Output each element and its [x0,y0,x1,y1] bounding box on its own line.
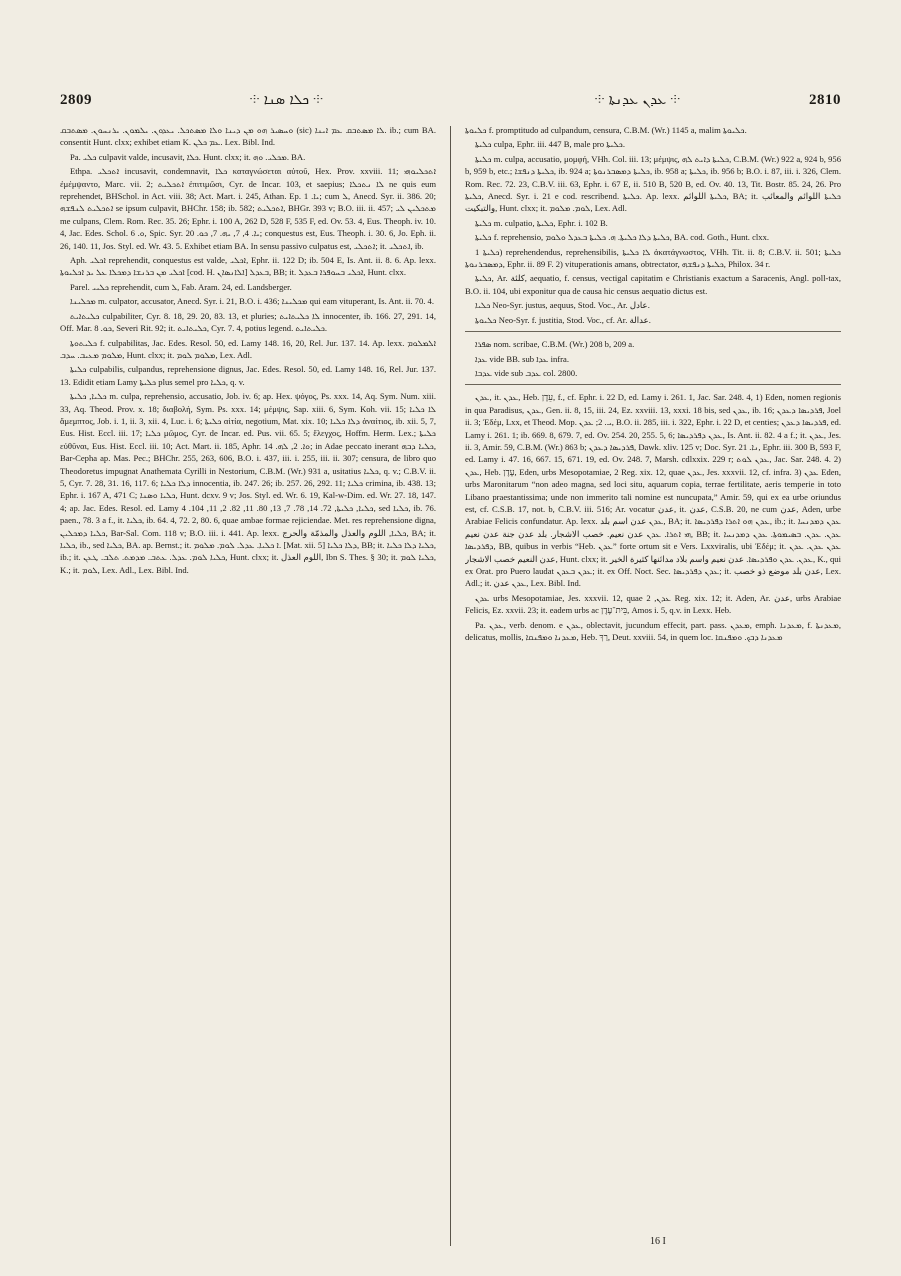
entry-culpabilis: ܟܠܝܬܐ culpabilis, culpandus, reprehensione dignus, Jac. Edes. Resol. 50, ed. Lamy 148. 16, Rel. Jur. 137. 13. Edidit etiam Lamy ܟܠܝܬܐ plus semel pro ܟܠܝܐ, q. v. [60,364,436,387]
entry-parel: Parel. ܟܠܝܝ reprehendit, cum ܠ, Fab. Aram. 24, ed. Landsberger. [70,281,292,292]
running-head-left: ⸭ ܟܠܐ ܣܢܐ ⸭ [250,92,323,108]
column-divider [450,126,451,1246]
entry-justitia: ܟܠܝܘܬܐ Neo-Syr. f. justitia, Stod. Voc., cf. Ar. عدالة. [475,314,651,325]
entry-culpabiliter: ܟܠܝܬܐܝܬ culpabiliter, Cyr. 8. 18, 29. 20, 83. 13, et pluries; ܠܐ ܟܠܝܬܐܝܬ innocenter, ib. 166. 27, 291. 14, Off. Mar. ܟܘ. 8, Severi Rit. 92; it. ܟܠܝܬܐܝܬ, Cyr. 7. 4, potius legend. ܟܠܝܬܐܝܬ. [60,310,436,334]
entry-continuation: ܘܚܣܝܪ ܗܘ ܡܢ ܕܝܢܐ ܘܠܐ ܡܣܬܟܠ. ܝܥܕܘܢ. ܝܠܡܘܢ. ܝܪܢܚܘܢ. ܡܣܬܒܩ (sic) ܠܐ ܡܣܬܒܩ ܥܡ ܐܝܢܐ. ib.; cum BA. consentit Hunt. clxx; exhibet etiam K. ܥܡ ܟܠܢ. Lex. Bibl. Ind. [60,125,436,148]
entry-aequatio: ܟܠܝܬܐ, Ar. كلئة, aequatio, f. census, vectigal capitatim e Christianis exactum a Saracenis, Angl. poll-tax, B.O. ii. 104, ubi exponitur qua de causa hic census aequatio dictus est. [465,273,841,296]
entry-aph: Aph. ܐܟܠܝ reprehendit, conquestus est valde, ܐܟܠܝ, Ephr. ii. 122 D; ib. 504 E, Is. Ant. ii. 8. 6. Ap. lexx. ܐܟܠܝ ܡܢ ܒܪܢܫܐ ܕܡܟܠܐ ܥܠ ܝܕ ܐܟܠܝܘܬܐ [cod. H. ܐܠܐܢܣܐܢ] ܒܥܕܠ, BB; it. ܐܟܠܝ ܒܚܘܦܪܐ ܒܥܕܠ, Hunt. clxx. [60,255,436,278]
page-header [60,92,841,116]
section-rule [465,384,841,385]
entry-culpator: ܡܟܠܝܢܐ m. culpator, accusator, Anecd. Syr. i. 21, B.O. i. 436; ܡܟܠܝܢܐ qui eam vituperant, Is. Ant. ii. 70. 4. [70,296,435,307]
entry-vide-col: ܥܕܒܐ vide sub ܥܕܒ col. 2800. [475,367,578,378]
entry-culpatio: ܟܠܝܬܐ m. culpatio, ܟܠܝܬܐ, Ephr. i. 102 B. [475,217,608,228]
entry-ethpa: Ethpa. ܐܬܟܠܝ incusavit, condemnavit, ܟܠܐ καταγνώσεται αὐτοῦ, Hex. Prov. xxviii. 11; ܐܬܟܠܝܘܗܝ ἐμέμψαντο, Marc. vii. 2; ܐܬܟܠܝܬ ἐπιτιμῶσι, Cyr. de Incar. 103, et saepius; ܠܐ ܢܬܟܠܐ ne quis eum reprehendet, BHSchol. in Act. viii. 38; Act. Mart. i. 245, Athan. Ep. ܝܐ. 1; cum ܠ, Anecd. Syr. ii. 386. 20; ܐܬܟܠܝܬ ܠܢܦܫܗ se ipsum culpavit, BHChr. 158; ib. 582; ܐܬܟܠܝܬ, BHGr. 393 v; B.O. iii. ii. 457; ܡܬܟܠܝܢ ܠܝ me culpans, Clem. Rom. Rec. 35. 26; Ephr. i. 100 A, 262 D, 528 F, 535 F, ed. Ov. 53. 4, Eus. Theoph. iv. 10. 4, Jac. Edes. Schol. ܘ. 6, Spic. Syr. ܝܐ. 4, 7, ܝܗ. 7, ܟܘ. 20; conquestus est, Eus. Theoph. i. 30. 6, Jo. Eph. ii. 26, 140. 11, Jos. Styl. ed. Wr. 43. 5. Exhibet etiam BA. In sensu passivo culpatus est, ܐܬܟܠܝ; it. ܐܬܟܠܝ, ib. [60,166,436,251]
entry-pa-verb-denom: Pa. ܥܕܢ, verb. denom. e ܥܕܢ, oblectavit, jucundum effecit, part. pass. ܡܥܕܢ, emph. ܡܥܕܢܐ, f. ܡܥܕܢܬܐ, delicatus, mollis, ܡܥܕܢܐ ܘܡܦܢܩܐ, Heb. רַךְ, Deut. xxviii. 54, in quem loc. ܡܥܕܢܐ ܕܒܟ. ܘܡܦܢܩܐ [465,619,841,643]
entry-pa: Pa. ܟܠܝ culpavit valde, incusavit, ܟܠܐ. Hunt. clxx; it. ܡܟܠܝ. ܘܗ. BA. [70,151,306,162]
running-head-right: ⸭ ܥܕܢ ܥܕܢܬܐ ⸭ [595,92,680,108]
entry-reprehensio: ܟܠܝܬܐ f. reprehensio, ܟܠܝܬܐ ܕܠܐ ܟܠܝܬܐ. ܗ. ܟܠܝܬܐ ܒܥܕܠ ܘܠܘܡ, BA. cod. Goth., Hunt. clxx. [475,232,770,243]
right-column [465,124,841,1242]
section-rule [465,331,841,332]
left-column [60,124,436,1242]
entry-reprehendendus: ܟܠܝܬܐ 1) reprehendendus, reprehensibilis, ܠܐ ܟܠܝܬܐ ἀκατάγνωστος, VHh. Tit. ii. 8; C.B.V. ii. 501; ܟܠܝܬܐ ܕܡܣܒܪܢܘܬܐ, Ephr. ii. 89 F. 2) vituperationis amans, obtrectator, ܟܠܝܬܐ ܕܢܦܫܗ, Philox. 34 r. [465,246,841,270]
page-number-left: 2809 [60,92,92,108]
entry-eden: ܥܕܢ, it. ܥܕܢ, Heb. עֵדֶן, f., cf. Ephr. i. 22 D, ed. Lamy i. 261. 1, Jac. Sar. 248. 4, 1) Eden, nomen regionis in qua Paradisus, ܥܕܢ, Gen. ii. 8, 15, iii. 24, Ez. xxviii. 13, xxxi. 18 bis, sed ܥܕܢ, ib. 16; ܦܪܕܝܣܐ ܕܥܕܢ, Joel ii. 3; Ἐδέμ, Lxx, et Theod. Mop. ܝ. 2; ܥܕܢ, B.O. ii. 285, iii. i. 322, Ephr. i. 22 D, et centies; ܦܪܕܝܣܐ ܕܥܕܢ, ed. Lamy i. 261. 1; ib. 669. 8, 679. 7, ed. Ov. 254. 20, 255. 5, 6; ܥܕܢ ܕܦܪܕܝܣܐ, Is. Ant. ii. 82. 4 a f.; it. ܥܕܢ, Jes. ii. 3, Amir. 59, C.B.M. (Wr.) 863 b; ܦܪܕܝܣܐ ܕܥܕܢ, Dawk. xliv. 125 v; Doc. Syr. ܢܐ. 21, Ephr. iii. 300 B, 593 F, ed. Lamy i. 47. 16, 667. 15, 671. 19, ed. Ov. 248. 7, Marsh. cdlxxix. 229 r; ܥܕܢ ܠܘܬ, Jac. Sar. 248. 4. 2) ܥܕܢ, Heb. עֶדֶן, Eden, urbs Mesopotamiae, 2 Reg. xix. 12, quae ܥܕܢ, Jes. xxxvii. 12, cf. infra. 3) ܥܕܢ Eden, urbs Maronitarum “non adeo magna, sed loci situ, aquarum copia, terrae fertilitate, aeris temperie in toto Libano praestantissima; unde non immerito tali nomine est nuncupata,” Amir. 59, qui ex ea urbe oriundus est, cf. C.S.B. 17, not. b, C.B.V. iii. 516; Ar. vocatur عدن, it. عدن, C.S.B. 20, ne cum عدن, Aden, urbe Arabiae Felicis confundatur. Ap. lexx. ܥܕܢ عدن اسم بلد, BA; it. ܥܕܢ ܗܘ ܐܬܪܐ ܕܦܪܕܝܣܐ, ib.; it. ܥܕܢ ܕܡܕܢܚܐ ܗܝ ܐܬܪܐ. ܥܕܢ عدن نعيم. خصب الاشجار. بلد عدن جنة عدن نعيم, BB; it. ܥܕܢ. ܥܕܢ. ܒܣܝܡܘܬܐ. ܥܕܢ ܕܡܕܢܚܐ ܕܦܪܕܝܣܐ, BB, quibus in verbis “Heb. ܥܕܢ” forte ortum sit e Vers. Lxxviralis, ubi Ἐδέμ; it. ܥܕܢ ܥܕܢ. ܥܕܢ عدن النعيم خصب الاشجار, Hunt. clxx; it. ܥܕܢ. ܥܕܢ ܘܦܪܕܝܣܐ. عدن نعيم واسم بلاد مدائنها كثيرة الخير, K., qui ex Orat. pro Puero laudat ܥܕܢ ܒܥܕܢ; it. ex Off. Noct. Sec. ܥܕܢ ܕܦܪܕܝܣܐ; it. عدن بلد موضع ذو خصب, Lex. Adl.; it. ܥܕܢ عدن, Lex. Bibl. Ind. [465,392,841,589]
entry-culpabilitas: ܟܠܝܬܘܬܐ f. culpabilitas, Jac. Edes. Resol. 50, ed. Lamy 148. 16, 20, Rel. Jur. 137. 14. Ap. lexx. ܐܠܡܠܘܡ ܡܠܘܡ ܡܥܝܒ. ܚܕܒ, Hunt. clxx; it. ܡܠܘܡ ܠܘܡ, Lex. Adl. [60,337,436,360]
entry-culpa: ܟܠܝܐ, ܟܠܝܬܐ m. culpa, reprehensio, accusatio, Job. iv. 6; ap. Hex. ψόγος, Ps. xxx. 14, Aq. Sym. Num. xiii. 33, Aq. Theod. Prov. x. 18; διαβολή, Sym. Ps. xxx. 14; μέμψις, Sap. xiii. 6, Sym. Koh. vii. 15; ܠܐ ܟܠܝܐ ἄμεμπτος, Job. i. 1, ii. 3, xii. 4, Luc. i. 6; ܟܠܝܬܐ αἰτία, negotium, Mat. xix. 10; ܕܠܐ ܟܠܝܐ ἀναίτιος, ib. xii. 5, 7, Eus. Hist. Eccl. iii. 17; ܟܠܝܐ μῶμος, Cyr. de Incar. ed. Pus. vii. 65. 5; ἔλεγχος, Hoffm. Herm. Lex.; ܟܠܝܬܐ εὐθῦναι, Eus. Hist. Eccl. iii. 10; Act. Mart. ii. 185, Aphr. ܘܐ. 2, ܠܗ. 14; in Adae peccato inerant ܟܠܝܐ ܕܒܗ, Bar-Cepha ap. Mas. Pec.; BHChr. 255, 263, 606, B.O. i. 437, iii. i. 255, iii. ii. 307; censura, de libro quo Theodoretus impugnat Anathemata Cyrilli in Nestorium, C.B.M. (Wr.) 931 a, usitatius ܟܠܝܐ, q. v.; C.B.V. ii. 5, Cyr. 7. 28, 31. 16, 117. 6; ܕܠܐ ܟܠܝܐ innocentia, ib. 247. 26; ib. 257. 26, 292. 11; ܟܠܝܐ crimina, ib. 438. 13; Ephr. i. 167 A, 471 C; ܟܠܝܐ ܘܣܢܐ, Hunt. dcxv. 9 v; Jos. Styl. ed. Wr. 6. 19, Kal-w-Dim. ed. Wr. 27. 18, 147. 4; ap. Jac. Edes. Resol. ed. Lamy ܟܠܝܐ, ܟܠܝܬܐ, 72. 14, 78. 7, 13, 80. 11, 82. 2, 11, 104. 4, sed ܟܠܝܐ, ib. 76. paen., 78. 3 a f., it. ܟܠܝܐ, ib. 64. 4, 72. 2, 80. 6, quae ambae formae rejiciendae. Met. res reprehensione digna, ܟܠܝܐ ܕܡܟܠܝܢ, Bar-Sal. Com. 118 v; B.O. iii. i. 441. Ap. lexx. ܟܠܝܐ, اللوم والعذل والمذمّة والحرج, BA; it. ܟܠܝܐ, ib., sed ܟܠܝܐ, BA. ap. Bernst.; it. ܐ ܟܠܝܐ. ܥܕܠ. ܠܘܡ. ܡܠܘܡ. [Mat. xii. 5] ܕܠܐ ܟܠܝܐ, BB; it. ܟܠܝܐ ܕܠܐ ܟܠܝܐ, ib.; it. ܟܠܝܐ ܠܘܡ. ܥܕܠ. ܥܬܒ. ܡܕܡܬ. ܬܠܒ. ܛܥܢ, Hunt. clxx; it. اللوم العذل, Ibn S. Thes. § 30; it. ܟܠܝܐ ܠܘܡ, K.; it. ܠܘܡ, Lex. Adl., Lex. Bibl. Ind. [60,391,436,575]
entry-promptitudo: ܟܠܝܘܬܐ f. promptitudo ad culpandum, censura, C.B.M. (Wr.) 1145 a, malim ܟܠܝܘܬܐ. [465,125,747,135]
entry-culpa-ephr: ܟܠܝܬܐ culpa, Ephr. iii. 447 B, male pro ܟܠܝܬܐ. [475,139,626,150]
entry-nom-scribae: ܣܦܪܐ nom. scribae, C.B.M. (Wr.) 208 b, 209 a. [475,339,635,350]
page-number-right: 2810 [809,92,841,108]
entry-vide-bb: ܥܕܐ vide BB. sub ܥܕܐ infra. [475,353,569,364]
entry-culpa-accusatio: ܟܠܝܬܐ m. culpa, accusatio, μομφή, VHh. Col. iii. 13; μέμψις, ܟܠܝܬܐ ܕܐܝܬ ܠܗ, C.B.M. (Wr.) 922 a, 924 b, 956 b, 959 b, etc.; ܟܠܝܬܐ ܕܢܦܫܐ, ib. 924 a; ܟܠܝܬܐ ܕܡܣܒܪܢܘܬܐ, ib. 958 a; ܟܠܝܬܐ, ib. 956 b; B.O. i. 87, iii. i. 326, Clem. Rom. Rec. 72. 23, C.B.V. iii. 63, Ephr. i. 67 E, ii. 510 B, 520 B, ed. Ov. 40. 13, Tit. Bostr. 85. 24, 26. Pro ܟܠܝܬܐ, Anecd. Syr. i. 21 e cod. rescribend. ܟܠܝܬܐ. Ap. lexx. ܟܠܝܬܐ اللوائم, BA; it. ܟܠܝܬܐ اللوائم والمعائب والتبكيت, Hunt. clxx; it. ܠܘܡ. ܡܠܘܡ, Lex. Adl. [465,153,841,214]
signature-mark: 16 I [650,1236,666,1247]
entry-justus: ܟܠܝܐ Neo-Syr. justus, aequus, Stod. Voc., Ar. عادل. [475,300,650,311]
entry-urbs-mesopotamiae: ܥܕܢ urbs Mesopotamiae, Jes. xxxvii. 12, quae ܥܕܢ, 2 Reg. xix. 12; it. Aden, Ar. عدن, urbs Arabiae Felicis, Ez. xxvii. 23; it. eadem urbs ac בֵּית־עֶדֶן, Amos i. 5, q.v. in Lexx. Heb. [465,592,841,616]
